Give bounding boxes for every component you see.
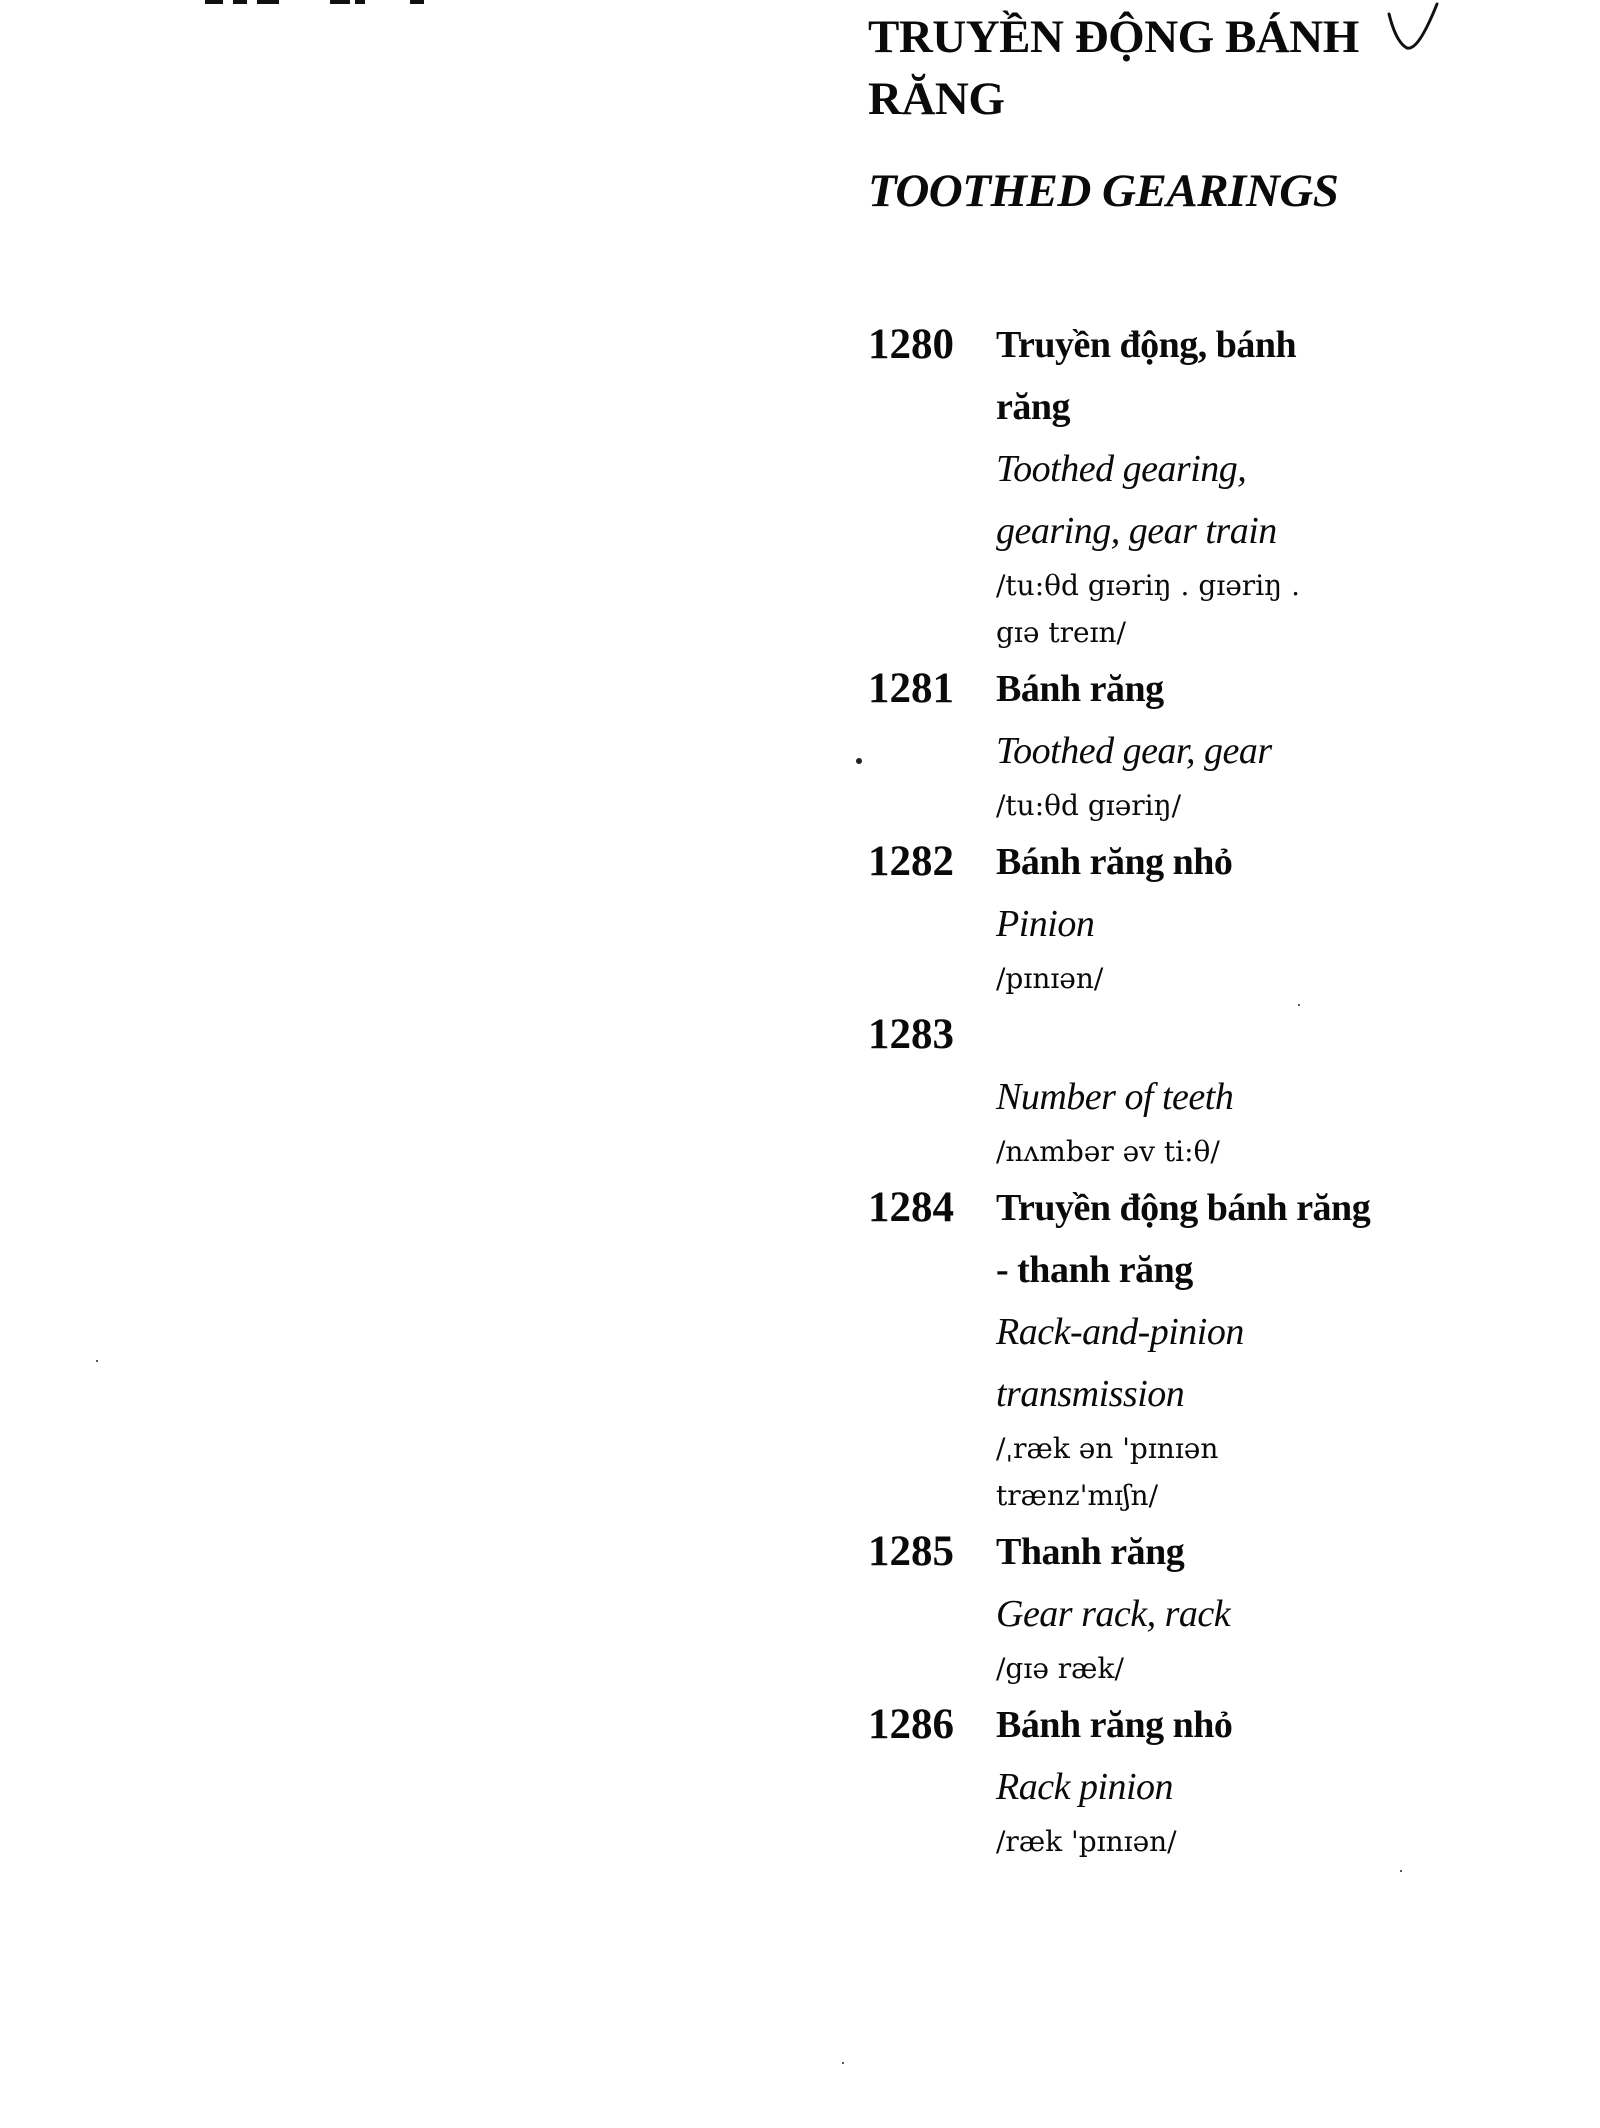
vietnamese-term <box>996 831 1428 893</box>
entry-body <box>996 831 1428 1002</box>
vietnamese-term <box>996 1004 1428 1066</box>
scan-speck <box>842 2062 844 2064</box>
entry-body <box>996 1177 1428 1519</box>
pronunciation <box>996 782 1428 829</box>
glossary-entry-list <box>868 314 1428 1867</box>
english-term <box>996 1066 1428 1128</box>
vietnamese-term <box>996 658 1428 720</box>
english-term-line: Number of teeth <box>996 1076 1234 1118</box>
vietnamese-term <box>996 1694 1428 1756</box>
glossary-entry <box>868 1004 1428 1175</box>
english-term-line: Toothed gearing, <box>996 448 1247 490</box>
vietnamese-term <box>996 314 1428 438</box>
glossary-entry <box>868 314 1428 656</box>
pronunciation-line: /tu:θd gɪəriŋ/ <box>996 789 1182 822</box>
english-term-line: Rack pinion <box>996 1766 1174 1808</box>
vietnamese-term-line: Bánh răng nhỏ <box>996 841 1233 883</box>
section-title-line: TRUYỀN ĐỘNG BÁNH <box>868 11 1359 63</box>
vietnamese-term-line: Bánh răng <box>996 668 1164 710</box>
vietnamese-term-line: Bánh răng nhỏ <box>996 1704 1233 1746</box>
entry-number: 1283 <box>868 1011 954 1058</box>
english-term <box>996 1301 1428 1425</box>
pronunciation-line: gɪə treɪn/ <box>996 616 1126 649</box>
entry-number: 1280 <box>868 321 954 368</box>
glossary-entry <box>868 1694 1428 1865</box>
vietnamese-term-line: Thanh răng <box>996 1531 1185 1573</box>
pronunciation-line: /ræk 'pɪnɪən/ <box>996 1825 1177 1858</box>
entry-number: 1282 <box>868 838 954 885</box>
vietnamese-term <box>996 1177 1428 1301</box>
pronunciation <box>996 1818 1428 1865</box>
section-title-line: RĂNG <box>868 73 1005 125</box>
top-edge-scan-artifact <box>205 0 445 12</box>
english-term-line: Gear rack, rack <box>996 1593 1231 1635</box>
pronunciation <box>996 1128 1428 1175</box>
entry-number: 1284 <box>868 1184 954 1231</box>
pronunciation <box>996 1645 1428 1692</box>
pronunciation-line: /gɪə ræk/ <box>996 1652 1124 1685</box>
english-term <box>996 1756 1428 1818</box>
vietnamese-term-line: - thanh răng <box>996 1249 1193 1291</box>
scan-speck <box>1400 1870 1402 1872</box>
english-term <box>996 893 1428 955</box>
english-term <box>996 438 1428 562</box>
entry-body <box>996 314 1428 656</box>
pronunciation <box>996 955 1428 1002</box>
glossary-entry <box>868 658 1428 829</box>
entry-number: 1281 <box>868 665 954 712</box>
entry-body <box>996 658 1428 829</box>
vietnamese-term-line: Truyền động bánh răng <box>996 1187 1371 1229</box>
english-term <box>996 720 1428 782</box>
pronunciation-line: trænz'mɪʃn/ <box>996 1479 1159 1512</box>
pronunciation-line: /tu:θd gɪəriŋ . gɪəriŋ . <box>996 569 1300 602</box>
english-term-line: Toothed gear, gear <box>996 730 1272 772</box>
pronunciation-line: /ˌræk ən 'pɪnɪən <box>996 1432 1219 1465</box>
entry-number: 1285 <box>868 1528 954 1575</box>
entry-body <box>996 1004 1428 1175</box>
section-title <box>868 6 1428 130</box>
glossary-entry <box>868 1521 1428 1692</box>
entry-body <box>996 1521 1428 1692</box>
english-term <box>996 1583 1428 1645</box>
scan-speck <box>96 1360 98 1362</box>
english-term-line: Pinion <box>996 903 1095 945</box>
glossary-entry <box>868 1177 1428 1519</box>
glossary-entry <box>868 831 1428 1002</box>
pronunciation <box>996 1425 1428 1519</box>
vietnamese-term <box>996 1521 1428 1583</box>
english-term-line: Rack-and-pinion <box>996 1311 1244 1353</box>
vietnamese-term-line: Truyền động, bánh <box>996 324 1297 366</box>
entry-number: 1286 <box>868 1701 954 1748</box>
pronunciation-line: /pɪnɪən/ <box>996 962 1104 995</box>
vietnamese-term-line: răng <box>996 386 1070 428</box>
scan-speck <box>856 758 862 764</box>
scan-speck <box>1298 1004 1300 1006</box>
entry-body <box>996 1694 1428 1865</box>
pronunciation <box>996 562 1428 656</box>
section-subtitle: TOOTHED GEARINGS <box>868 165 1339 217</box>
english-term-line: gearing, gear train <box>996 510 1277 552</box>
pronunciation-line: /nʌmbər əv ti:θ/ <box>996 1135 1220 1168</box>
english-term-line: transmission <box>996 1373 1185 1415</box>
